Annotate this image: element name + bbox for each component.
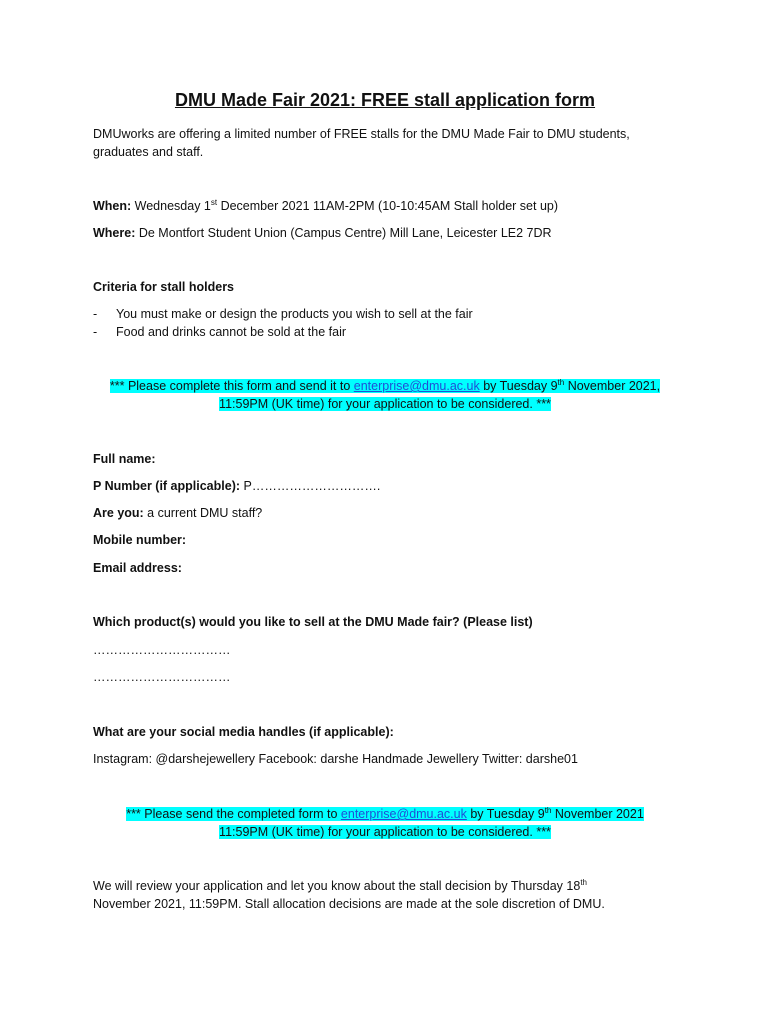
- when-label: When:: [93, 199, 132, 213]
- bullet-dash: -: [93, 307, 98, 321]
- criteria-item: - You must make or design the products you wish to sell at the fair: [93, 307, 473, 321]
- where-line: [93, 224, 552, 242]
- page-title: DMU Made Fair 2021: FREE stall application form: [174, 90, 596, 110]
- products-answer-line-1: ……………………………: [93, 643, 231, 657]
- mobile-label: Mobile number:: [93, 533, 187, 547]
- full-name-field: [93, 450, 156, 468]
- notice-2-line-2: [0, 823, 770, 841]
- where-value: De Montfort Student Union (Campus Centre) Mill Lane, Leicester LE2 7DR: [135, 226, 552, 240]
- products-question: Which product(s) would you like to sell at the DMU Made fair? (Please list): [93, 615, 533, 629]
- email-field: [93, 559, 182, 577]
- full-name-label: Full name:: [93, 452, 156, 466]
- email-link[interactable]: enterprise@dmu.ac.uk: [340, 807, 467, 821]
- p-number-field: [93, 477, 380, 495]
- criteria-heading: Criteria for stall holders: [93, 280, 235, 294]
- when-value-post: December 2021 11AM-2PM (10-10:45AM Stall holder set up): [217, 199, 559, 213]
- when-line: [93, 197, 558, 215]
- criteria-item: - Food and drinks cannot be sold at the fair: [93, 325, 347, 339]
- where-label: Where:: [93, 226, 136, 240]
- notice-1-line-1: [0, 377, 770, 395]
- closing-line-1: We will review your application and let you know about the stall decision by Thursday 18th: [93, 877, 587, 893]
- p-number-label: P Number (if applicable):: [93, 479, 241, 493]
- social-answer: Instagram: @darshejewellery Facebook: darshe Handmade Jewellery Twitter: darshe01: [93, 752, 578, 766]
- closing-line-2: November 2021, 11:59PM. Stall allocation decisions are made at the sole discretion of DMU.: [93, 897, 605, 911]
- highlight: 11:59PM (UK time) for your application to be considered. ***: [219, 397, 551, 411]
- p-number-value: P………………………….: [240, 479, 381, 493]
- bullet-dash: -: [93, 325, 98, 339]
- mobile-field: [93, 531, 186, 549]
- social-question: What are your social media handles (if applicable):: [93, 725, 394, 739]
- notice-2-line-1: [0, 805, 770, 823]
- are-you-label: Are you:: [93, 506, 144, 520]
- when-value-sup: st: [210, 197, 218, 207]
- intro-line-2: graduates and staff.: [93, 145, 204, 159]
- are-you-field: [93, 504, 262, 522]
- highlight: *** Please send the completed form to enterprise@dmu.ac.uk by Tuesday 9th November 2021: [126, 805, 644, 821]
- are-you-value: a current DMU staff?: [143, 506, 263, 520]
- highlight: 11:59PM (UK time) for your application to be considered. ***: [219, 825, 551, 839]
- email-label: Email address:: [93, 561, 182, 575]
- products-answer-line-2: ……………………………: [93, 670, 231, 684]
- when-value-pre: Wednesday 1: [131, 199, 211, 213]
- email-link[interactable]: enterprise@dmu.ac.uk: [353, 379, 480, 393]
- notice-1-line-2: [0, 395, 770, 413]
- intro-line-1: DMUworks are offering a limited number of FREE stalls for the DMU Made Fair to DMU students,: [93, 127, 630, 141]
- highlight: *** Please complete this form and send it to enterprise@dmu.ac.uk by Tuesday 9th November 2021,: [109, 377, 661, 393]
